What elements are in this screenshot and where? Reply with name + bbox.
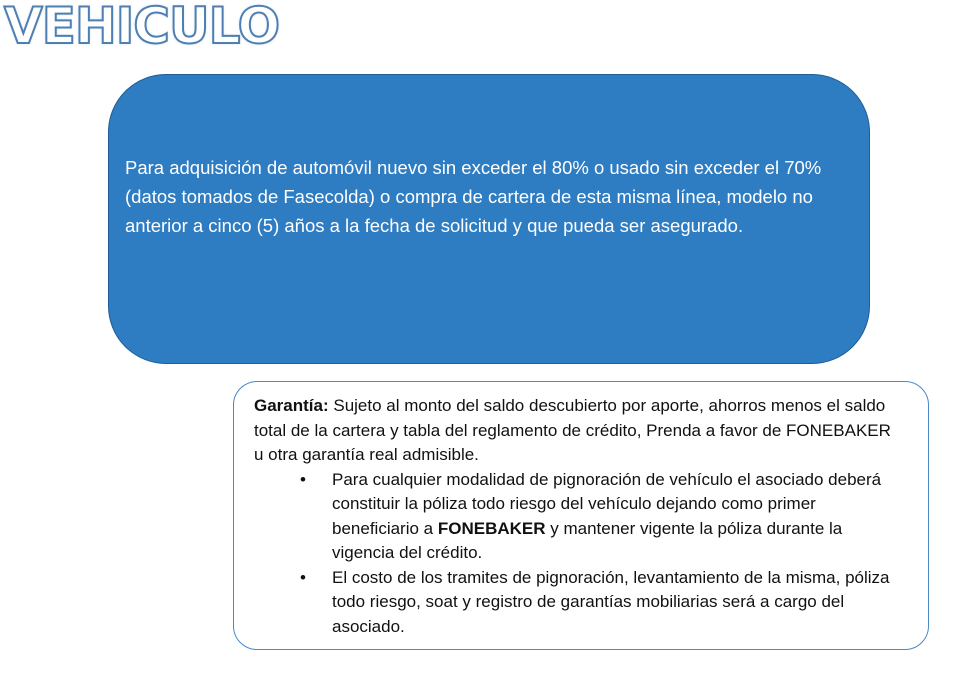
page-title: VEHICULO <box>4 0 280 55</box>
bullet-icon: • <box>300 567 306 587</box>
bullet-icon: • <box>300 469 306 489</box>
guarantee-content <box>254 394 904 639</box>
list-item <box>254 566 904 640</box>
bullet-text-bold: FONEBAKER <box>437 518 546 538</box>
guarantee-paragraph <box>254 394 904 468</box>
bullet-text: El costo de los tramites de pignoración, levantamiento de la misma, póliza todo riesgo, soat y registro de garantías mobiliarias será a cargo del asociado. <box>332 567 890 636</box>
guarantee-text: Sujeto al monto del saldo descubierto por aporte, ahorros menos el saldo total de la cartera y tabla del reglamento de crédito, Prenda a favor de FONEBAKER u otra garantía real admisible. <box>254 396 891 464</box>
list-item <box>254 468 904 566</box>
guarantee-label: Garantía: <box>254 396 329 415</box>
vehicle-description-box <box>108 74 870 364</box>
guarantee-bullet-list <box>254 468 904 640</box>
bullet-text-after: y mantener vigente la póliza durante la vigencia del crédito. <box>332 518 843 562</box>
bullet-text-before: Para cualquier modalidad de pignoración de vehículo el asociado deberá constituir la póliza todo riesgo del vehículo dejando como primer beneficiario a <box>332 469 882 538</box>
vehicle-description-text: Para adquisición de automóvil nuevo sin exceder el 80% o usado sin exceder el 70% (datos tomados de Fasecolda) o compra de cartera de esta misma línea, modelo no anterior a cinco (5) años a la fecha de solicitud y que pueda ser asegurado. <box>125 157 822 236</box>
guarantee-box <box>233 381 929 650</box>
